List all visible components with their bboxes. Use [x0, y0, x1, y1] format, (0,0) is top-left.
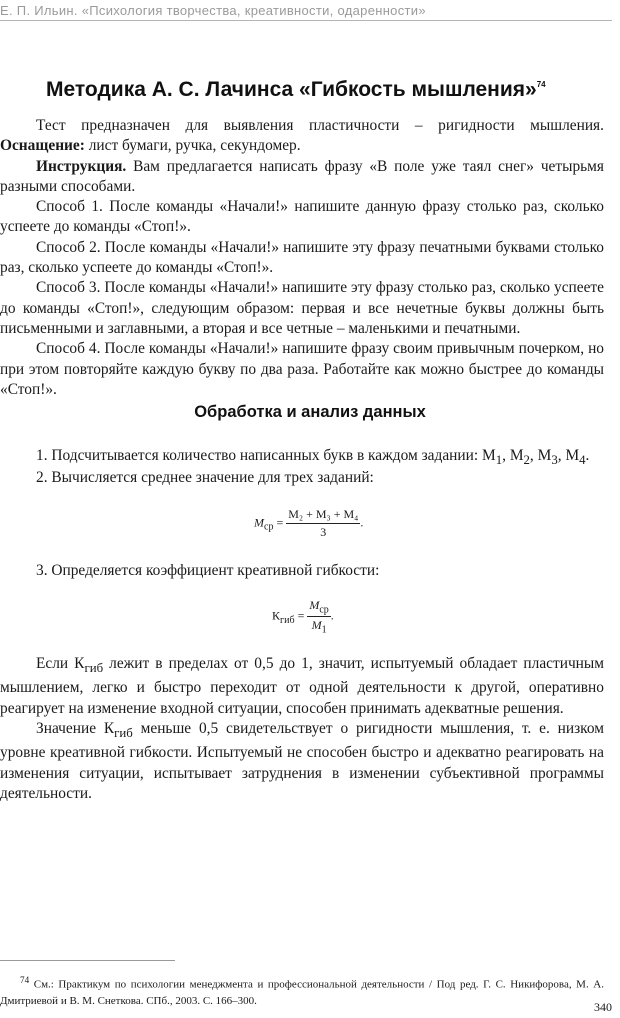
- formula-flex-lhs-sub: гиб: [280, 615, 295, 627]
- formula-flex-denominator: [312, 617, 327, 635]
- m-variable: M: [565, 447, 580, 464]
- formula-flex-lhs: К: [272, 608, 281, 623]
- formula-mean-fraction: [286, 507, 360, 540]
- analysis-2-sub: гиб: [114, 726, 133, 741]
- formula-flexibility: [272, 598, 334, 636]
- method-2-paragraph: Способ 2. После команды «Начали!» напишите эту фразу печатными буквами столько раз, сколько успеете до команды «Стоп!».: [0, 238, 604, 277]
- formula-flex-fraction: [307, 598, 330, 636]
- m-sub: 1: [495, 453, 503, 468]
- instruction-label: Инструкция.: [36, 157, 127, 175]
- footnote-text: См.: Практикум по психологии менеджмента и профессиональной деятельности / Под ред. Г. С. Никифорова, М. А. Дмитриевой и В. М. Снеткова. СПб., 2003. С. 166–300.: [0, 978, 604, 1007]
- formula-mean-denominator: 3: [320, 525, 327, 539]
- formula-mean-numerator: M₂ + M₃ + M₄: [286, 507, 360, 524]
- formula-mean: [254, 507, 363, 540]
- separator: ,: [502, 447, 510, 464]
- analysis-1-post: лежит в пределах от 0,5 до 1, значит, испытуемый обладает пластичным мышлением, легко и быстро переходит от одной деятельности к другой, оперативно реагирует на изменение входной ситуации, способен принимать адекватные решения.: [0, 655, 604, 717]
- footnote: [0, 972, 604, 1009]
- instruction-text: Вам предлагается написать фразу «В поле уже таял снег» четырьмя разными способами.: [0, 157, 604, 195]
- formula-flex-num-sub: ср: [319, 604, 329, 616]
- analysis-2-post: меньше 0,5 свидетельствует о ригидности мышления, т. е. низком уровне креативной гибкости. Испытуемый не способен быстро и адекватно реагировать на изменения ситуации, испытывает затруднения в изменении субъективной программы деятельности.: [0, 719, 605, 802]
- page-number: 340: [594, 1000, 612, 1014]
- m-sub: 3: [551, 453, 558, 468]
- m-sub: 2: [523, 453, 530, 468]
- equipment-list: лист бумаги, ручка, секундомер.: [84, 137, 301, 155]
- analysis-section: [0, 654, 604, 804]
- step-1-end: .: [585, 447, 590, 464]
- formula-flex-num-var: M: [309, 598, 320, 612]
- formula-equals: =: [294, 608, 308, 623]
- processing-step-3: 3. Определяется коэффициент креативной гибкости:: [36, 562, 380, 579]
- formula-mean-lhs-sub: ср: [264, 521, 274, 533]
- intro-section: [0, 116, 604, 400]
- method-4-paragraph: Способ 4. После команды «Начали!» напишите фразу своим привычным почерком, но при этом повторяйте каждую букву по два раза. Работайте как можно быстрее до команды «Стоп!».: [0, 340, 604, 398]
- section-title: Обработка и анализ данных: [194, 403, 426, 421]
- processing-step-2: 2. Вычисляется среднее значение для трех заданий:: [36, 469, 374, 486]
- analysis-1-sub: гиб: [84, 661, 104, 676]
- formula-flex-den-var: M: [311, 618, 322, 633]
- analysis-paragraph-2: [0, 719, 604, 804]
- separator: ,: [557, 447, 566, 464]
- page-title: [46, 78, 546, 102]
- intro-paragraph: [0, 116, 604, 157]
- step-1-text: 1. Подсчитывается количество написанных букв в каждом задании:: [36, 447, 482, 464]
- instruction-paragraph: [0, 157, 604, 198]
- processing-step-1: [36, 447, 589, 468]
- formula-flex-den-sub: 1: [321, 624, 327, 636]
- formula-flex-end: .: [330, 608, 334, 623]
- m-variable: M: [537, 447, 552, 464]
- formula-mean-lhs: M: [254, 515, 264, 530]
- analysis-paragraph-1: [0, 654, 604, 719]
- equipment-label: Оснащение:: [0, 137, 85, 155]
- running-header: Е. П. Ильин. «Психология творчества, креативности, одаренности»: [0, 3, 426, 18]
- m-variable: M: [482, 447, 496, 464]
- analysis-2-pre: Значение К: [36, 719, 115, 737]
- m-variable: M: [509, 447, 524, 464]
- intro-purpose: Тест предназначен для выявления пластичности – ригидности мышления.: [36, 117, 604, 134]
- header-divider: [0, 20, 612, 21]
- footnote-divider: [0, 960, 175, 961]
- footnote-ref: 74: [20, 975, 30, 985]
- analysis-1-pre: Если К: [36, 655, 85, 672]
- formula-mean-end: .: [360, 515, 364, 530]
- method-3-paragraph: Способ 3. После команды «Начали!» напишите эту фразу столько раз, сколько успеете до команды «Стоп!», следующим образом: первая и все нечетные буквы должны быть письменными и заглавными, а вторая и все четные – маленькими и печатными.: [0, 279, 604, 337]
- method-1-paragraph: Способ 1. После команды «Начали!» напишите данную фразу столько раз, сколько успеете до команды «Стоп!».: [0, 198, 604, 236]
- formula-flex-numerator: [307, 598, 330, 617]
- page-title-text: Методика А. С. Лачинса «Гибкость мышления»: [46, 78, 537, 101]
- separator: ,: [529, 447, 538, 464]
- formula-equals: =: [273, 515, 287, 530]
- title-footnote-ref: 74: [536, 80, 546, 89]
- m-sub: 4: [579, 453, 586, 468]
